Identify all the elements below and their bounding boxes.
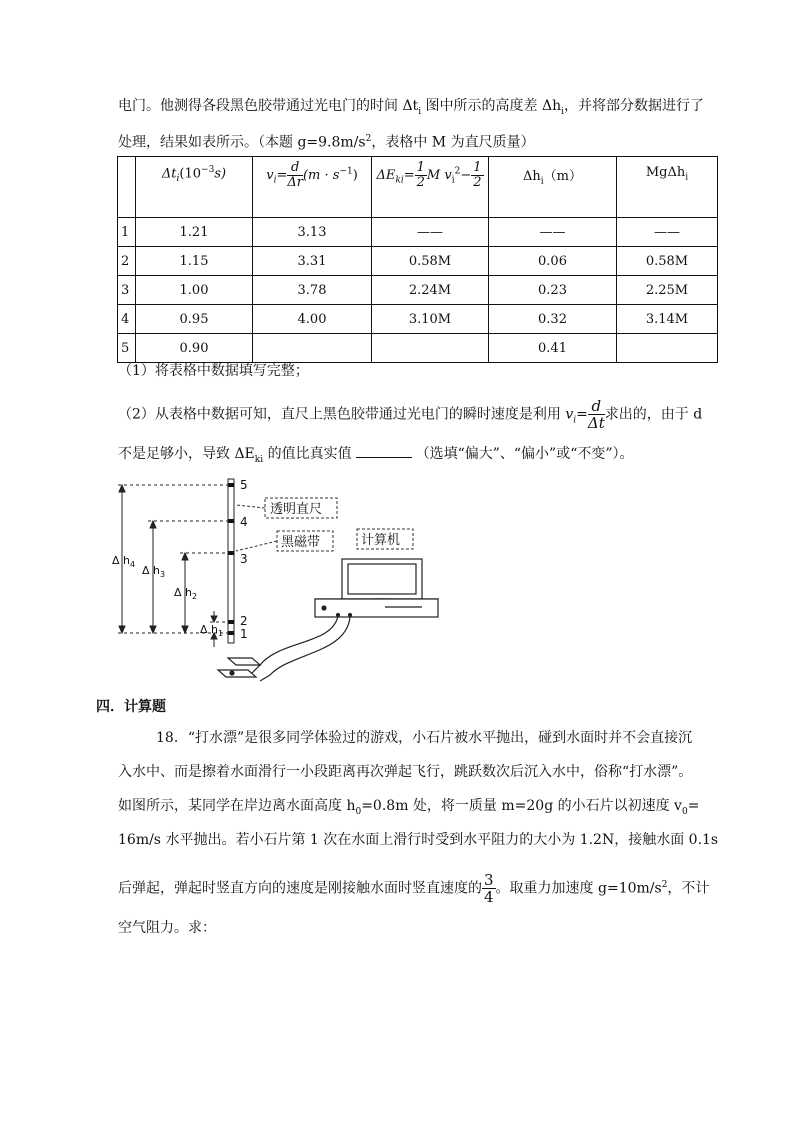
cell-dh: —— (489, 218, 617, 247)
cell-velocity: 3.13 (253, 218, 372, 247)
table-row (118, 218, 718, 247)
problem-line-5: 后弹起，弹起时竖直方向的速度是刚接触水面时竖直速度的 $\frac{3}{4}$ 。取重力加速度 $g=10m/s^2$，不计 (118, 871, 710, 906)
ruler-label: 透明直尺 (270, 502, 323, 517)
intro-line-1: 电门。他测得各段黑色胶带通过光电门的时间 $\Delta t_i$ 图中所示的高度差 $\Delta h_i$，并将部分数据进行了 (118, 98, 704, 117)
label-h4: Δ $h_4$ (112, 554, 136, 569)
cell-index: 4 (118, 305, 136, 334)
table-header-row (118, 157, 718, 218)
cell-velocity: 3.78 (253, 276, 372, 305)
cell-index: 2 (118, 247, 136, 276)
cell-velocity (253, 334, 372, 363)
computer-case (315, 599, 438, 617)
label-h2: Δ $h_2$ (174, 586, 198, 601)
mark-4: 4 (240, 515, 248, 529)
table-row (118, 247, 718, 276)
header-dt: $\Delta t_i(10^{-3}s)$ (136, 157, 253, 218)
tape-4 (228, 519, 234, 523)
ruler-pointer (236, 505, 265, 508)
cell-velocity: 4.00 (253, 305, 372, 334)
cell-mgdh (617, 334, 718, 363)
cell-energy: 0.58M (372, 247, 489, 276)
tape-1 (228, 631, 234, 635)
question-2-line-1: （2）从表格中数据可知，直尺上黑色胶带通过光电门的瞬时速度是利用 $v_i=$ $\frac{d}{\Delta t}$ 求出的，由于 d (118, 397, 703, 432)
tape-3 (228, 551, 234, 555)
cell-dh: 0.23 (489, 276, 617, 305)
cell-velocity: 3.31 (253, 247, 372, 276)
tape-5 (228, 483, 234, 487)
data-table (117, 156, 718, 363)
monitor-screen (348, 564, 416, 594)
computer-label: 计算机 (361, 533, 401, 548)
header-mgdh: MgΔh$_i$ (617, 157, 718, 218)
header-dh: $\Delta h_i(m)$ (489, 157, 617, 218)
problem-line-2: 入水中、而是擦着水面滑行一小段距离再次弹起飞行，跳跃数次后沉入水中，俗称“打水漂”。 (118, 764, 693, 780)
label-h3: Δ $h_3$ (142, 564, 166, 579)
header-index (118, 157, 136, 218)
apparatus-figure (110, 475, 470, 690)
cell-dt: 1.15 (136, 247, 253, 276)
cell-energy: —— (372, 218, 489, 247)
tape-label: 黑磁带 (281, 535, 321, 550)
header-velocity: $v_i=$ $\frac{d}{\Delta r}$ $(m \cdot s^{-1})$ (253, 157, 372, 218)
cell-energy (372, 334, 489, 363)
cell-dt: 0.95 (136, 305, 253, 334)
cell-dt: 1.21 (136, 218, 253, 247)
cell-dh: 0.41 (489, 334, 617, 363)
answer-blank[interactable] (356, 445, 412, 458)
mark-2: 2 (240, 614, 248, 628)
cell-index: 5 (118, 334, 136, 363)
cell-energy: 3.10M (372, 305, 489, 334)
cell-dh: 0.06 (489, 247, 617, 276)
intro-line-2: 处理，结果如表所示。（本题 $g=9.8m/s^2$，表格中 M 为直尺质量） (118, 134, 535, 151)
table-row (118, 305, 718, 334)
cell-index: 1 (118, 218, 136, 247)
mark-1: 1 (240, 627, 248, 641)
cell-energy: 2.24M (372, 276, 489, 305)
tape-2 (228, 620, 234, 624)
problem-line-6: 空气阻力。求： (118, 920, 216, 936)
problem-line-1: 18．“打水漂”是很多同学体验过的游戏，小石片被水平抛出，碰到水面时并不会直接沉 (156, 730, 693, 746)
photogate (218, 658, 260, 677)
cell-mgdh: 0.58M (617, 247, 718, 276)
label-h1: Δ $h_1$ (200, 623, 224, 638)
problem-line-3: 如图所示，某同学在岸边离水面高度 $h_0=0.8m$ 处，将一质量 m=20g 的小石片以初速度 $v_0=$ (118, 798, 700, 817)
computer (315, 559, 438, 617)
cell-mgdh: —— (617, 218, 718, 247)
mark-5: 5 (240, 478, 248, 492)
question-1: （1）将表格中数据填写完整； (118, 363, 309, 379)
tape-pointer (236, 541, 277, 551)
transparent-ruler (228, 479, 234, 643)
cell-mgdh: 2.25M (617, 276, 718, 305)
question-2-line-2: 不是足够小，导致 $\Delta E_{ki}$ 的值比真实值 （选填“偏大”、“偏小”或“不变”）。 (118, 446, 634, 465)
cables (250, 616, 350, 681)
problem-line-4: 16m/s 水平抛出。若小石片第 1 次在水面上滑行时受到水平阻力的大小为 1.2N，接触水面 0.1s (118, 832, 719, 848)
section-title: 四．计算题 (96, 699, 166, 715)
cell-mgdh: 3.14M (617, 305, 718, 334)
table-row (118, 276, 718, 305)
cell-dh: 0.32 (489, 305, 617, 334)
cell-index: 3 (118, 276, 136, 305)
table-row (118, 334, 718, 363)
cell-dt: 0.90 (136, 334, 253, 363)
header-energy: $\Delta E_{ki}=$ $\frac{1}{2}$ M $v_i^2-$ $\frac{1}{2}$ (372, 157, 489, 218)
mark-3: 3 (240, 552, 248, 566)
cell-dt: 1.00 (136, 276, 253, 305)
